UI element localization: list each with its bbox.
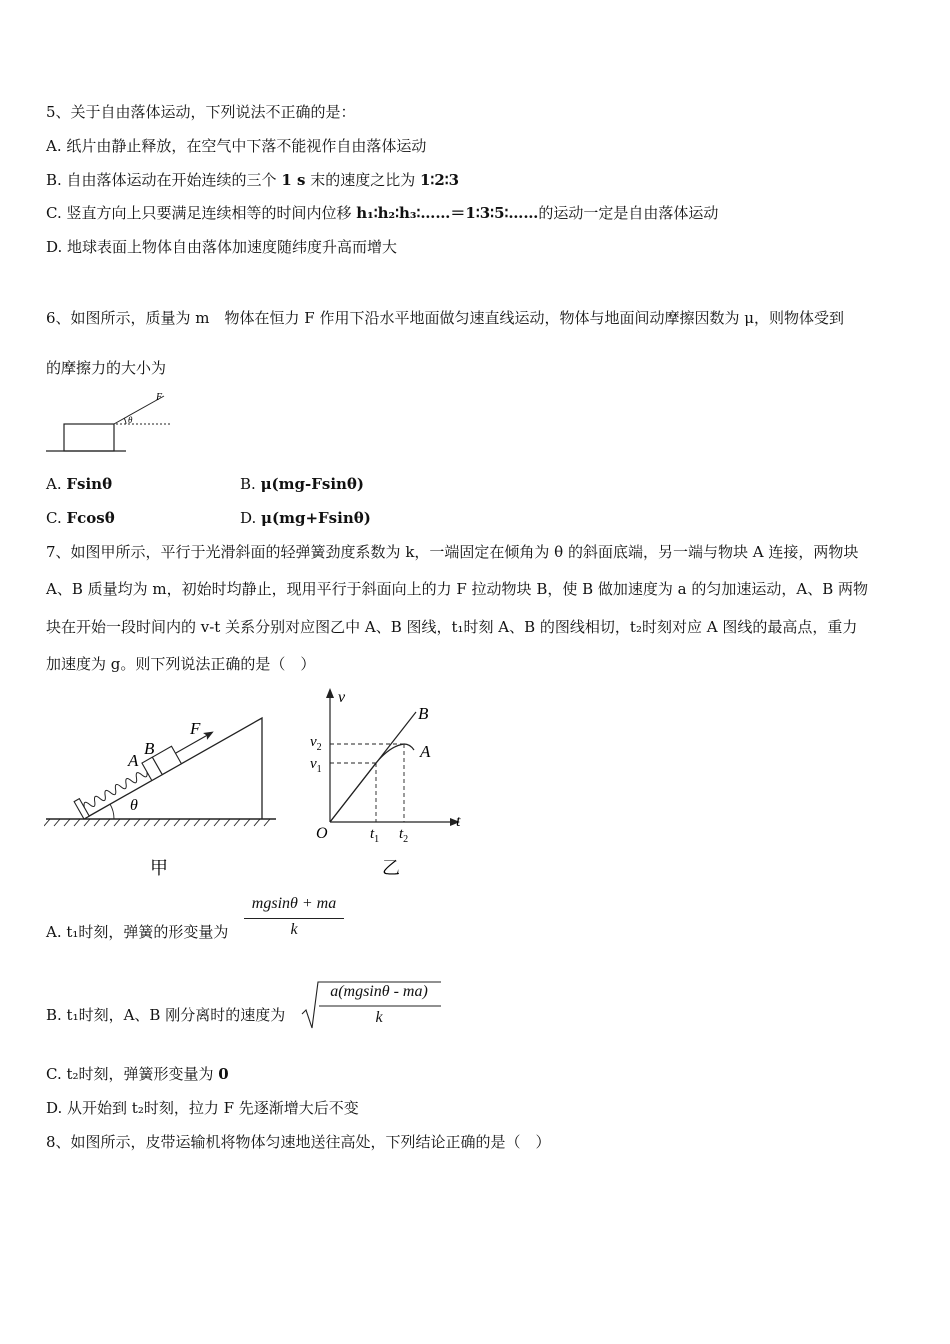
- q6-stem-line1: 6、如图所示，质量为 m 物体在恒力 F 作用下沿水平地面做匀速直线运动，物体与地面间动摩擦因数为 μ，则物体受到: [46, 309, 845, 327]
- series-a-curve: [330, 744, 414, 822]
- q7-option-b-denominator: k: [375, 1009, 383, 1026]
- block-b-label: B: [144, 739, 155, 758]
- q7-option-a-fraction-bar: [244, 918, 344, 919]
- q6-figure: [44, 388, 178, 454]
- angle-arc: [110, 804, 114, 819]
- series-b-label: B: [418, 704, 429, 723]
- q7-option-a-numerator: mgsinθ + ma: [251, 895, 337, 912]
- force-label: F: [156, 392, 163, 403]
- t-axis-label: t: [456, 813, 461, 830]
- v2-label: $v_2$: [310, 734, 322, 753]
- q7-option-a-denominator: k: [290, 921, 298, 938]
- q8-stem: 8、如图所示，皮带运输机将物体匀速地送往高处，下列结论正确的是（ ）: [46, 1133, 551, 1151]
- q5-option-c: C. 竖直方向上只要满足连续相等的时间内位移 h₁∶h₂∶h₃∶……＝1∶3∶5∶……的运动一定是自由落体运动: [46, 204, 719, 222]
- angle-label: θ: [128, 415, 133, 425]
- q7-option-b: B. t₁时刻，A、B 刚分离时的速度为: [46, 1006, 286, 1024]
- q6-option-b: B. μ(mg-Fsinθ): [240, 475, 365, 493]
- caption-yi: 乙: [382, 858, 400, 878]
- q7-option-a: A. t₁时刻，弹簧的形变量为: [46, 923, 229, 941]
- q6-stem-line2: 的摩擦力的大小为: [46, 359, 167, 377]
- angle-label: θ: [130, 797, 138, 814]
- series-a-label: A: [420, 742, 431, 761]
- q7-stem-line1: 7、如图甲所示，平行于光滑斜面的轻弹簧劲度系数为 k，一端固定在倾角为 θ 的斜面底端，另一端与物块 A 连接，两物块: [46, 543, 859, 561]
- force-label: F: [190, 719, 201, 738]
- q7-option-b-numerator: a(mgsinθ - ma): [330, 983, 428, 1000]
- angle-arc: [124, 418, 126, 424]
- q7-figure-yi: [306, 684, 476, 884]
- ground-hatching: [44, 819, 270, 826]
- q6-option-a: A. Fsinθ: [46, 475, 113, 493]
- q6-option-d: D. μ(mg+Fsinθ): [240, 509, 371, 527]
- origin-label: O: [316, 825, 328, 842]
- t1-label: $t_1$: [370, 826, 380, 845]
- q7-figure-jia: [44, 706, 280, 886]
- spring: [82, 768, 149, 811]
- block-a-label: A: [128, 751, 139, 770]
- q7-stem-line3: 块在开始一段时间内的 v-t 关系分别对应图乙中 A、B 图线，t₁时刻 A、B 的图线相切，t₂时刻对应 A 图线的最高点，重力: [46, 618, 858, 636]
- q6-option-c: C. Fcosθ: [46, 509, 115, 527]
- t2-label: $t_2$: [399, 826, 409, 845]
- arrow-head: [203, 728, 216, 740]
- q7-option-d: D. 从开始到 t₂时刻，拉力 F 先逐渐增大后不变: [46, 1099, 359, 1117]
- q7-stem-line2: A、B 质量均为 m，初始时均静止，现用平行于斜面向上的力 F 拉动物块 B，使 B 做加速度为 a 的匀加速运动，A、B 两物: [46, 580, 869, 598]
- q5-option-b: B. 自由落体运动在开始连续的三个 1 s 末的速度之比为 1∶2∶3: [46, 171, 460, 189]
- q7-option-c: C. t₂时刻，弹簧形变量为 0: [46, 1065, 229, 1083]
- wall-stop: [74, 799, 89, 819]
- q5-option-d: D. 地球表面上物体自由落体加速度随纬度升高而增大: [46, 238, 398, 256]
- q7-stem-line4: 加速度为 g。则下列说法正确的是（ ）: [46, 655, 316, 673]
- block: [64, 424, 114, 451]
- v1-label: $v_1$: [310, 756, 322, 775]
- v-axis-arrow: [326, 688, 334, 698]
- caption-jia: 甲: [150, 858, 168, 878]
- q5-stem: 5、关于自由落体运动，下列说法不正确的是：: [46, 103, 356, 121]
- v-axis-label: v: [338, 689, 346, 706]
- q5-option-a: A. 纸片由静止释放，在空气中下落不能视作自由落体运动: [46, 137, 427, 155]
